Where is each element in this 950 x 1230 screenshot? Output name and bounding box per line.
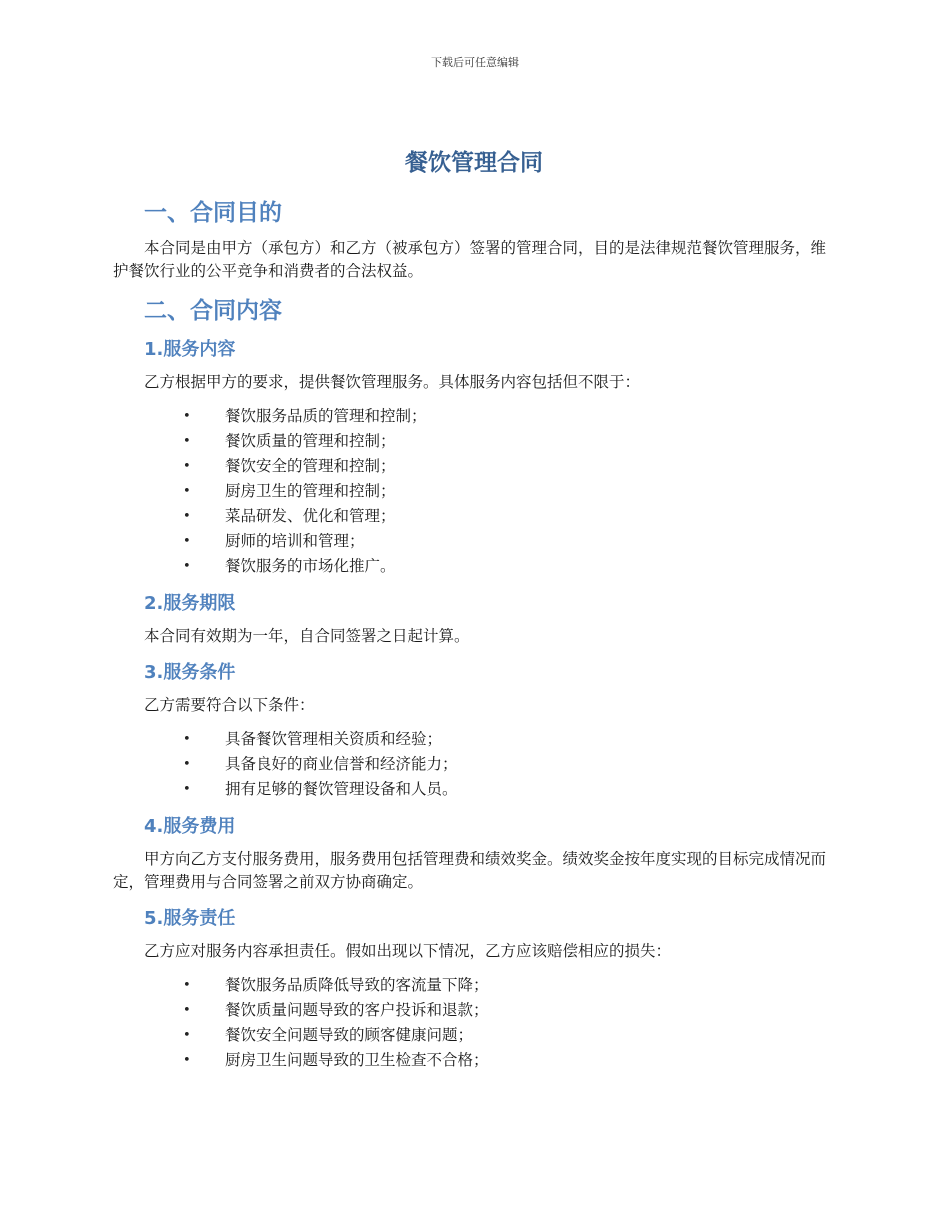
service-fee-paragraph: 甲方向乙方支付服务费用，服务费用包括管理费和绩效奖金。绩效奖金按年度实现的目标完成情况而定，管理费用与合同签署之前双方协商确定。 (113, 850, 827, 891)
service-liability-list (113, 973, 835, 1073)
service-conditions-intro: 乙方需要符合以下条件： (144, 696, 315, 714)
list-item-text: 拥有足够的餐饮管理设备和人员。 (225, 780, 458, 798)
list-item-text: 餐饮安全的管理和控制； (225, 457, 396, 475)
list-item-text: 餐饮服务的市场化推广。 (225, 557, 396, 575)
service-term-paragraph: 本合同有效期为一年，自合同签署之日起计算。 (144, 627, 470, 645)
bullet-icon: • (183, 1003, 191, 1018)
bullet-icon: • (183, 1028, 191, 1043)
list-item (113, 973, 835, 998)
list-item (113, 752, 835, 777)
list-item (113, 529, 835, 554)
list-item (113, 998, 835, 1023)
bullet-icon: • (183, 559, 191, 574)
service-liability-intro: 乙方应对服务内容承担责任。假如出现以下情况，乙方应该赔偿相应的损失： (144, 942, 672, 960)
list-item (113, 1048, 835, 1073)
header-note: 下载后可任意编辑 (431, 56, 519, 69)
bullet-icon: • (183, 732, 191, 747)
bullet-icon: • (183, 409, 191, 424)
subheading-service-fee: 4.服务费用 (144, 816, 236, 837)
bullet-icon: • (183, 534, 191, 549)
list-item (113, 727, 835, 752)
subheading-service-liability: 5.服务责任 (144, 908, 236, 929)
bullet-icon: • (183, 509, 191, 524)
list-item (113, 777, 835, 802)
list-item (113, 479, 835, 504)
list-item-text: 具备良好的商业信誉和经济能力； (225, 755, 458, 773)
subheading-service-content: 1.服务内容 (144, 339, 236, 360)
subheading-service-term: 2.服务期限 (144, 593, 236, 614)
document-body (113, 145, 835, 1073)
service-conditions-list (113, 727, 835, 802)
list-item (113, 404, 835, 429)
bullet-icon: • (183, 978, 191, 993)
list-item (113, 1023, 835, 1048)
list-item-text: 厨房卫生的管理和控制； (225, 482, 396, 500)
list-item-text: 餐饮服务品质降低导致的客流量下降； (225, 976, 489, 994)
bullet-icon: • (183, 1053, 191, 1068)
subheading-service-conditions: 3.服务条件 (144, 662, 236, 683)
bullet-icon: • (183, 459, 191, 474)
list-item (113, 554, 835, 579)
list-item-text: 餐饮质量问题导致的客户投诉和退款； (225, 1001, 489, 1019)
section-heading-purpose: 一、合同目的 (144, 200, 282, 226)
document-title: 餐饮管理合同 (405, 150, 543, 176)
purpose-paragraph: 本合同是由甲方（承包方）和乙方（被承包方）签署的管理合同，目的是法律规范餐饮管理服务，维护餐饮行业的公平竞争和消费者的合法权益。 (113, 239, 827, 280)
bullet-icon: • (183, 484, 191, 499)
service-content-intro: 乙方根据甲方的要求，提供餐饮管理服务。具体服务内容包括但不限于： (144, 373, 641, 391)
list-item (113, 504, 835, 529)
list-item-text: 餐饮安全问题导致的顾客健康问题； (225, 1026, 474, 1044)
list-item-text: 餐饮质量的管理和控制； (225, 432, 396, 450)
list-item-text: 厨师的培训和管理； (225, 532, 365, 550)
section-heading-content: 二、合同内容 (144, 298, 282, 324)
bullet-icon: • (183, 757, 191, 772)
service-content-list (113, 404, 835, 579)
list-item-text: 餐饮服务品质的管理和控制； (225, 407, 427, 425)
list-item (113, 454, 835, 479)
list-item (113, 429, 835, 454)
list-item-text: 具备餐饮管理相关资质和经验； (225, 730, 443, 748)
bullet-icon: • (183, 782, 191, 797)
list-item-text: 厨房卫生问题导致的卫生检查不合格； (225, 1051, 489, 1069)
list-item-text: 菜品研发、优化和管理； (225, 507, 396, 525)
bullet-icon: • (183, 434, 191, 449)
